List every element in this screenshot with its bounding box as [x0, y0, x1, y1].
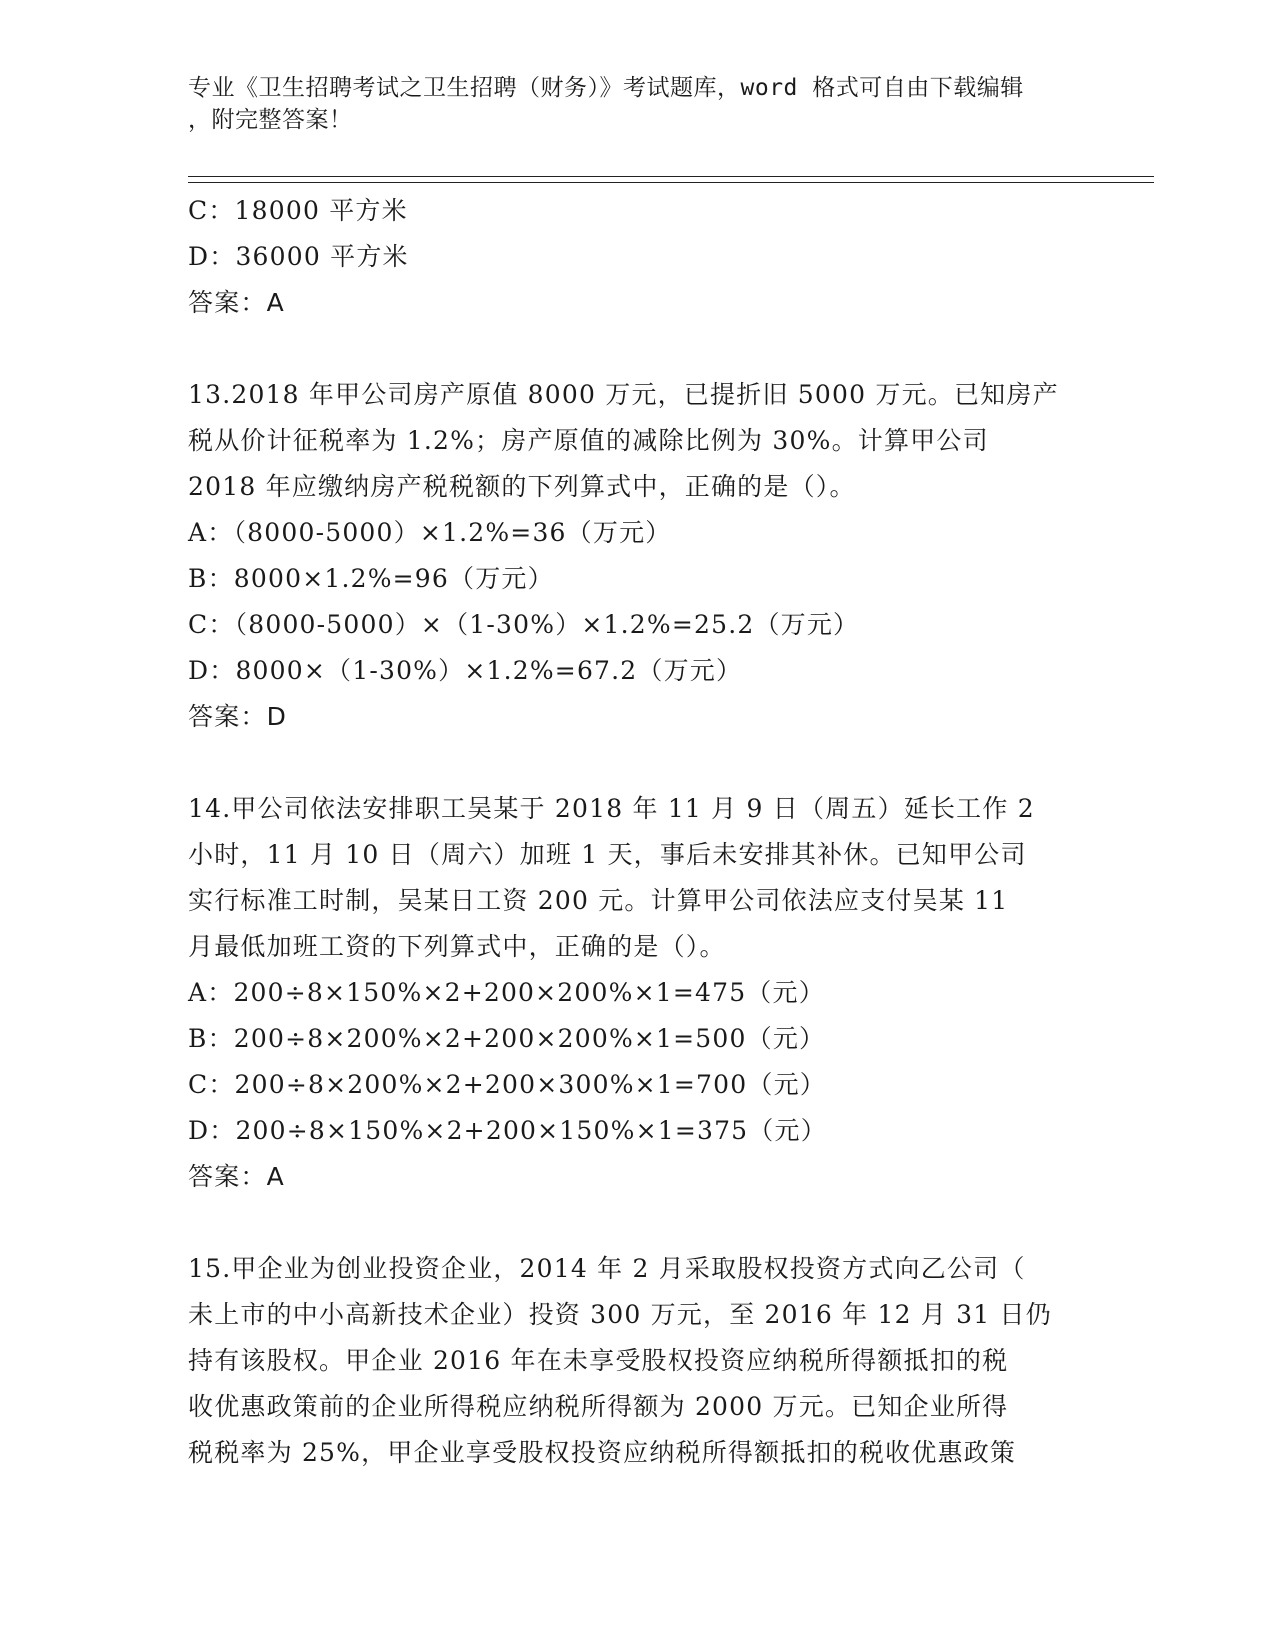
spacer	[188, 740, 1088, 786]
q14-option-a: A：200÷8×150%×2+200×200%×1=475（元）	[188, 978, 825, 1007]
q13-option-c: C：（8000-5000）×（1-30%）×1.2%=25.2（万元）	[188, 610, 860, 639]
q12-option-d: D：36000 平方米	[188, 242, 409, 271]
q14-stem-line-2: 小时，11 月 10 日（周六）加班 1 天，事后未安排其补休。已知甲公司	[188, 840, 1027, 869]
header-divider-top	[188, 176, 1154, 177]
q14-option-d: D：200÷8×150%×2+200×150%×1=375（元）	[188, 1116, 827, 1145]
q15-stem-line-3: 持有该股权。甲企业 2016 年在未享受股权投资应纳税所得额抵扣的税	[188, 1346, 1009, 1375]
header-line-2: ，附完整答案！	[188, 107, 353, 133]
header-line-1: 专业《卫生招聘考试之卫生招聘（财务）》考试题库，word 格式可自由下载编辑	[188, 75, 1024, 101]
q14-answer: 答案：A	[188, 1162, 285, 1191]
spacer	[188, 326, 1088, 372]
q15-stem-line-5: 税税率为 25%，甲企业享受股权投资应纳税所得额抵扣的税收优惠政策	[188, 1438, 1017, 1467]
q13-answer: 答案：D	[188, 702, 288, 731]
q15-stem-line-2: 未上市的中小高新技术企业）投资 300 万元，至 2016 年 12 月 31 日仍	[188, 1300, 1052, 1329]
document-header	[188, 72, 1068, 136]
q14-stem-line-1: 14.甲公司依法安排职工吴某于 2018 年 11 月 9 日（周五）延长工作 2	[188, 794, 1035, 823]
q15-stem-line-1: 15.甲企业为创业投资企业，2014 年 2 月采取股权投资方式向乙公司（	[188, 1254, 1026, 1283]
question-12-tail	[188, 188, 1088, 326]
q13-option-b: B：8000×1.2%=96（万元）	[188, 564, 554, 593]
q13-stem-line-3: 2018 年应缴纳房产税税额的下列算式中，正确的是（）。	[188, 472, 856, 501]
question-13	[188, 372, 1088, 740]
q13-stem-line-1: 13.2018 年甲公司房产原值 8000 万元，已提折旧 5000 万元。已知房产	[188, 380, 1059, 409]
q13-option-d: D：8000×（1-30%）×1.2%=67.2（万元）	[188, 656, 743, 685]
q14-option-b: B：200÷8×200%×2+200×200%×1=500（元）	[188, 1024, 826, 1053]
q14-stem-line-3: 实行标准工时制，吴某日工资 200 元。计算甲公司依法应支付吴某 11	[188, 886, 1009, 915]
spacer	[188, 1200, 1088, 1246]
q13-stem-line-2: 税从价计征税率为 1.2%；房产原值的减除比例为 30%。计算甲公司	[188, 426, 989, 455]
header-divider-bottom	[188, 182, 1154, 183]
q13-option-a: A：（8000-5000）×1.2%=36（万元）	[188, 518, 672, 547]
question-content	[188, 188, 1088, 1476]
q14-stem-line-4: 月最低加班工资的下列算式中，正确的是（）。	[188, 932, 726, 961]
q15-stem-line-4: 收优惠政策前的企业所得税应纳税所得额为 2000 万元。已知企业所得	[188, 1392, 1009, 1421]
question-14	[188, 786, 1088, 1200]
q12-answer: 答案：A	[188, 288, 285, 317]
q12-option-c: C：18000 平方米	[188, 196, 408, 225]
question-15	[188, 1246, 1088, 1476]
q14-option-c: C：200÷8×200%×2+200×300%×1=700（元）	[188, 1070, 826, 1099]
